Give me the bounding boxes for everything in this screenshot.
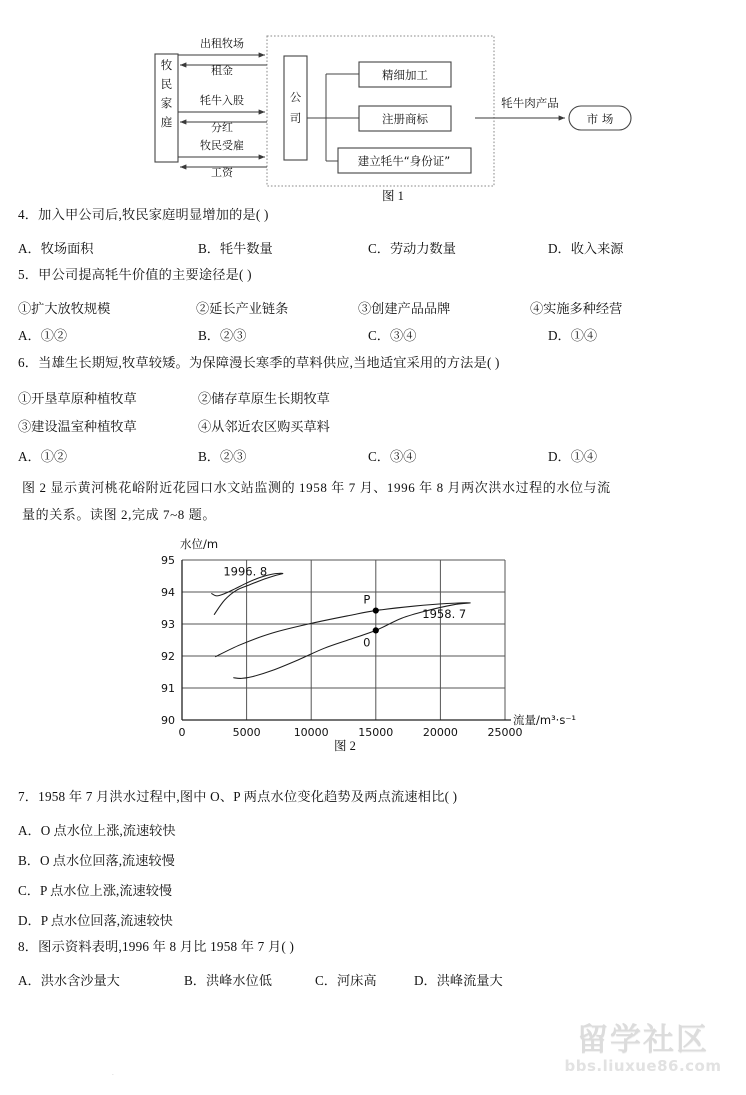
output-label: 牦牛肉产品 [501, 96, 559, 110]
passage-line-2: 量的关系。读图 2,完成 7~8 题。 [22, 507, 216, 522]
site-watermark [548, 1023, 738, 1087]
question-6-stem-text: 6．当雄生长期短,牧草较矮。为保障漫长寒季的草料供应,当地适宜采用的方法是( ) [18, 355, 500, 370]
question-5-statement-2: ②延长产业链条 [196, 301, 289, 316]
passage-line-1: 图 2 显示黄河桃花峪附近花园口水文站监测的 1958 年 7 月、1996 年 8 月两次洪水过程的水位与流 [22, 480, 611, 495]
chart-marked-points [363, 593, 379, 650]
company-box [284, 56, 307, 160]
question-6-option-a[interactable]: A．①② [18, 449, 68, 464]
question-4-stem-text: 4．加入甲公司后,牧民家庭明显增加的是( ) [18, 207, 269, 222]
question-6-option-c[interactable]: C．③④ [368, 449, 417, 464]
question-6-option-d[interactable]: D．①④ [548, 449, 598, 464]
question-5-option-d[interactable]: D．①④ [548, 328, 598, 343]
figure-1-flow-diagram [0, 14, 746, 204]
page-footer-dot: . [112, 1069, 114, 1077]
question-7-option-b[interactable]: B．O 点水位回落,流速较慢 [18, 853, 175, 868]
question-6-statement-1: ①开垦草原种植牧草 [18, 391, 137, 406]
question-7-stem-text: 7．1958 年 7 月洪水过程中,图中 O、P 两点水位变化趋势及两点流速相比( ) [18, 789, 458, 804]
question-5-option-b[interactable]: B．②③ [198, 328, 247, 343]
flow-label-4: 牧民受雇 [200, 139, 244, 152]
flow-label-0: 出租牧场 [200, 37, 244, 50]
chart-gridlines [182, 560, 505, 720]
svg-text:家: 家 [160, 96, 173, 110]
question-6-stem [18, 356, 734, 369]
svg-text:司: 司 [289, 111, 302, 125]
question-4-stem [18, 208, 734, 221]
question-6-statement-4: ④从邻近农区购买草料 [198, 419, 330, 434]
question-7-option-c[interactable]: C．P 点水位上涨,流速较慢 [18, 883, 173, 898]
watermark-title: 留学社区 [577, 1022, 709, 1058]
svg-text:民: 民 [160, 77, 173, 91]
x-tick-label-10000: 10000 [293, 726, 329, 739]
svg-text:庭: 庭 [160, 115, 173, 129]
question-5-stem [18, 268, 734, 281]
y-tick-label-90: 90 [161, 714, 175, 727]
watermark-url: bbs.liuxue86.com [564, 1057, 722, 1075]
figure-2-chart [0, 528, 746, 778]
flow-label-1: 租金 [211, 64, 233, 77]
flow-label-3: 分红 [211, 121, 233, 134]
data-point-label-P: P [363, 592, 371, 607]
chart-series-annotations [223, 564, 466, 621]
question-7-option-d[interactable]: D．P 点水位回落,流速较快 [18, 913, 173, 928]
question-5-option-a[interactable]: A．①② [18, 328, 68, 343]
x-tick-label-25000: 25000 [487, 726, 523, 739]
y-tick-label-93: 93 [161, 618, 175, 631]
activity-label-2: 建立牦牛“身份证” [357, 154, 451, 168]
question-8-option-a[interactable]: A．洪水含沙量大 [18, 973, 120, 988]
figure-1-caption: 图 1 [382, 189, 404, 203]
question-8-stem [18, 940, 734, 953]
question-7-stem [18, 790, 734, 803]
question-5-option-c[interactable]: C．③④ [368, 328, 417, 343]
chart-x-axis-label: 流量/m³·s⁻¹ [513, 713, 577, 727]
x-tick-label-0: 0 [178, 726, 186, 739]
data-point-P [373, 607, 379, 613]
activity-label-1: 注册商标 [382, 112, 428, 126]
question-5-statement-4: ④实施多种经营 [530, 301, 623, 316]
flow-label-5: 工资 [211, 166, 233, 179]
x-tick-label-5000: 5000 [232, 726, 261, 739]
question-6-statement-3: ③建设温室种植牧草 [18, 419, 137, 434]
question-6-statement-2: ②储存草原生长期牧草 [198, 391, 330, 406]
data-point-label-O: 0 [363, 635, 371, 650]
chart-y-axis-label: 水位/m [180, 537, 219, 551]
chart-data-curves [212, 573, 470, 678]
y-tick-label-95: 95 [161, 554, 175, 567]
market-label: 市 场 [586, 112, 614, 126]
series-label-1958.7: 1958. 7 [422, 607, 467, 622]
question-4-option-a[interactable]: A．牧场面积 [18, 241, 94, 256]
activity-label-0: 精细加工 [382, 68, 428, 82]
question-5-stem-text: 5．甲公司提高牦牛价值的主要途径是( ) [18, 267, 252, 282]
passage-figure-2 [22, 474, 728, 528]
question-4-option-c[interactable]: C．劳动力数量 [368, 241, 456, 256]
question-8-option-b[interactable]: B．洪峰水位低 [184, 973, 272, 988]
y-tick-label-94: 94 [161, 586, 175, 599]
question-8-option-d[interactable]: D．洪峰流量大 [414, 973, 503, 988]
company-label: 公 [289, 90, 302, 104]
herder-household-label: 牧 [160, 58, 173, 72]
question-7-option-a[interactable]: A．O 点水位上涨,流速较快 [18, 823, 176, 838]
question-8-stem-text: 8．图示资料表明,1996 年 8 月比 1958 年 7 月( ) [18, 939, 295, 954]
question-5-statement-1: ①扩大放牧规模 [18, 301, 111, 316]
series-label-1996.8: 1996. 8 [223, 564, 268, 579]
data-point-O [373, 627, 379, 633]
flow-label-2: 牦牛入股 [200, 94, 244, 107]
question-5-statement-3: ③创建产品品牌 [358, 301, 451, 316]
x-tick-label-15000: 15000 [358, 726, 394, 739]
y-tick-label-92: 92 [161, 650, 175, 663]
question-4-option-b[interactable]: B．牦牛数量 [198, 241, 273, 256]
x-tick-label-20000: 20000 [422, 726, 458, 739]
question-4-option-d[interactable]: D．收入来源 [548, 241, 624, 256]
chart-caption: 图 2 [334, 739, 356, 753]
curve-series-1996.8 [212, 573, 283, 614]
question-8-option-c[interactable]: C．河床高 [315, 973, 377, 988]
chart-tick-labels [161, 554, 523, 739]
question-6-option-b[interactable]: B．②③ [198, 449, 247, 464]
y-tick-label-91: 91 [161, 682, 175, 695]
